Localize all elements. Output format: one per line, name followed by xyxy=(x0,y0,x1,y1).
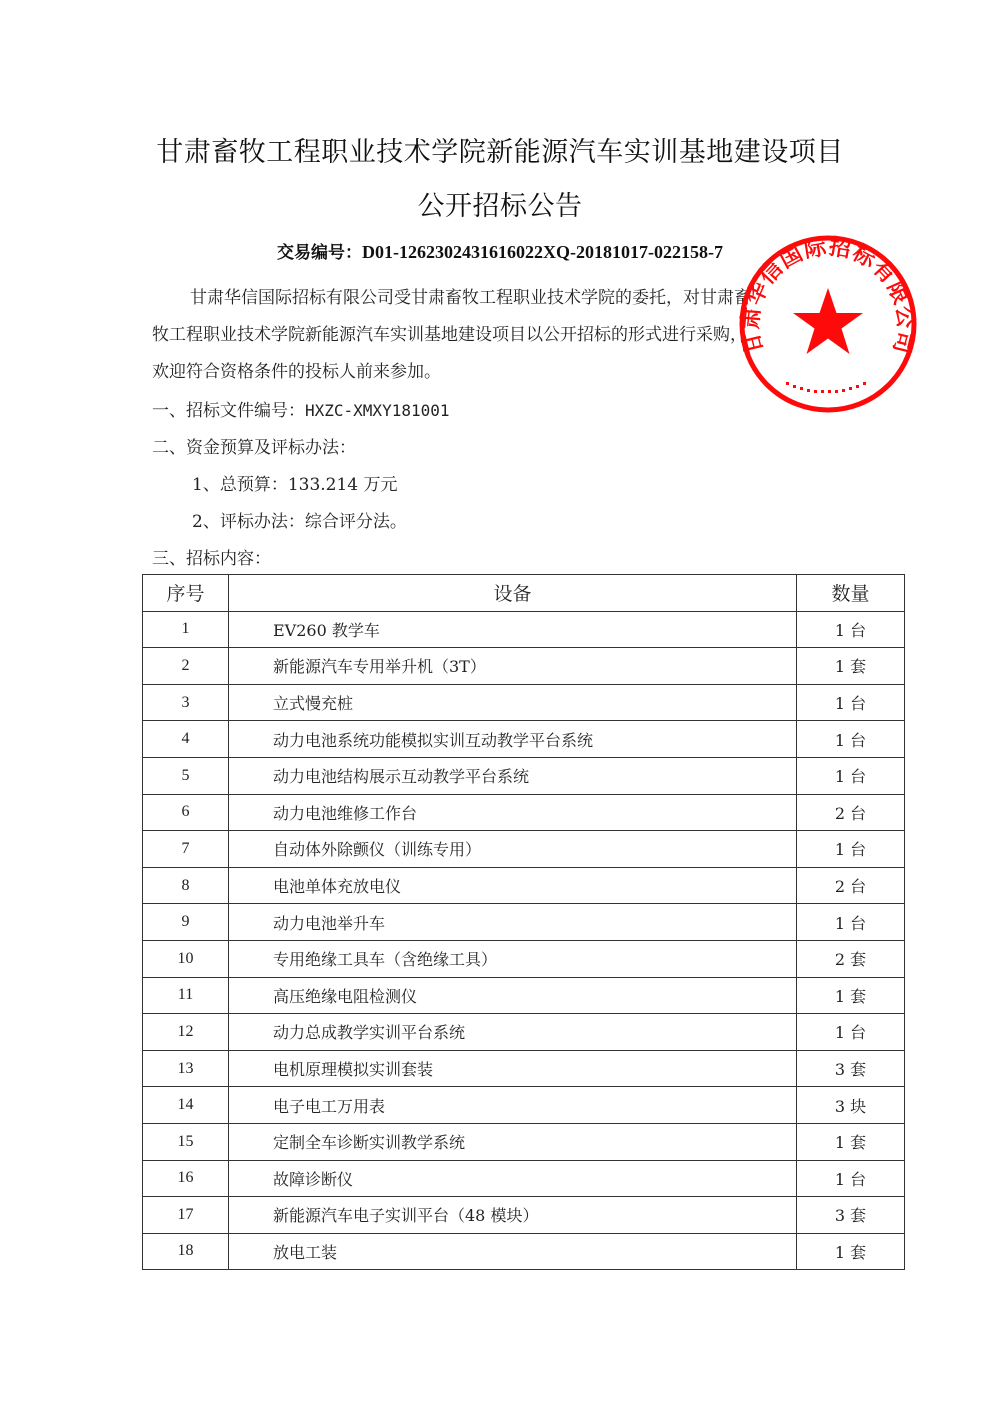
tender-doc-number: HXZC-XMXY181001 xyxy=(305,401,450,420)
row-number: 15 xyxy=(143,1123,229,1160)
equipment-quantity: 3 块 xyxy=(797,1087,905,1124)
equipment-quantity: 1 套 xyxy=(797,1123,905,1160)
equipment-name: 动力电池维修工作台 xyxy=(229,794,797,831)
equipment-quantity: 1 台 xyxy=(797,611,905,648)
row-number: 6 xyxy=(143,794,229,831)
equipment-quantity: 1 台 xyxy=(797,721,905,758)
equipment-name: 动力电池结构展示互动教学平台系统 xyxy=(229,757,797,794)
equipment-quantity: 1 台 xyxy=(797,1014,905,1051)
row-number: 14 xyxy=(143,1087,229,1124)
row-number: 7 xyxy=(143,831,229,868)
row-number: 16 xyxy=(143,1160,229,1197)
equipment-quantity: 1 台 xyxy=(797,757,905,794)
row-number: 1 xyxy=(143,611,229,648)
equipment-table xyxy=(142,574,905,1270)
equipment-quantity: 1 台 xyxy=(797,904,905,941)
section-heading: 三、招标内容： xyxy=(152,549,271,569)
intro-line: 牧工程职业技术学院新能源汽车实训基地建设项目以公开招标的形式进行采购， xyxy=(152,325,747,345)
seal-text: 甘肃华信国际招标有限公司 xyxy=(738,234,918,357)
equipment-name: 电机原理模拟实训套装 xyxy=(229,1050,797,1087)
column-header-no: 序号 xyxy=(143,575,229,612)
equipment-name: 定制全车诊断实训教学系统 xyxy=(229,1123,797,1160)
table-row xyxy=(143,794,905,831)
equipment-name: 电池单体充放电仪 xyxy=(229,867,797,904)
table-row xyxy=(143,757,905,794)
section-tender-doc-number xyxy=(152,396,450,421)
equipment-name: 电子电工万用表 xyxy=(229,1087,797,1124)
table-row xyxy=(143,1160,905,1197)
equipment-name: 动力总成教学实训平台系统 xyxy=(229,1014,797,1051)
equipment-name: 高压绝缘电阻检测仪 xyxy=(229,977,797,1014)
section-heading: 二、资金预算及评标办法： xyxy=(152,438,356,458)
row-number: 8 xyxy=(143,867,229,904)
equipment-name: 动力电池举升车 xyxy=(229,904,797,941)
equipment-name: 新能源汽车专用举升机（3T） xyxy=(229,648,797,685)
equipment-name: 立式慢充桩 xyxy=(229,684,797,721)
equipment-quantity: 1 台 xyxy=(797,684,905,721)
row-number: 12 xyxy=(143,1014,229,1051)
table-row xyxy=(143,1050,905,1087)
table-row xyxy=(143,1233,905,1270)
row-number: 18 xyxy=(143,1233,229,1270)
table-row xyxy=(143,611,905,648)
section-budget-heading xyxy=(152,433,356,458)
row-number: 13 xyxy=(143,1050,229,1087)
equipment-quantity: 2 套 xyxy=(797,940,905,977)
table-row xyxy=(143,831,905,868)
equipment-quantity: 2 台 xyxy=(797,867,905,904)
trade-number xyxy=(0,238,1000,263)
table-row xyxy=(143,1014,905,1051)
intro-paragraph xyxy=(152,280,852,391)
equipment-quantity: 1 套 xyxy=(797,648,905,685)
row-number: 17 xyxy=(143,1197,229,1234)
equipment-name: 专用绝缘工具车（含绝缘工具） xyxy=(229,940,797,977)
trade-number-value: D01-1262302431616022XQ-20181017-022158-7 xyxy=(362,242,723,262)
table-header-row xyxy=(143,575,905,612)
column-header-equipment: 设备 xyxy=(229,575,797,612)
table-row xyxy=(143,904,905,941)
evaluation-method: 2、评标办法：综合评分法。 xyxy=(192,512,407,532)
row-number: 5 xyxy=(143,757,229,794)
equipment-quantity: 1 台 xyxy=(797,1160,905,1197)
equipment-name: 放电工装 xyxy=(229,1233,797,1270)
table-row xyxy=(143,1197,905,1234)
section-heading: 一、招标文件编号： xyxy=(152,401,305,421)
row-number: 9 xyxy=(143,904,229,941)
table-row xyxy=(143,648,905,685)
equipment-name: EV260 教学车 xyxy=(229,611,797,648)
equipment-name: 新能源汽车电子实训平台（48 模块） xyxy=(229,1197,797,1234)
table-row xyxy=(143,1087,905,1124)
table-row xyxy=(143,977,905,1014)
trade-number-label: 交易编号： xyxy=(277,243,362,263)
row-number: 2 xyxy=(143,648,229,685)
budget-total: 1、总预算：133.214 万元 xyxy=(192,475,398,495)
column-header-quantity: 数量 xyxy=(797,575,905,612)
table-row xyxy=(143,721,905,758)
section-content-heading xyxy=(152,544,271,569)
equipment-quantity: 3 套 xyxy=(797,1197,905,1234)
equipment-quantity: 3 套 xyxy=(797,1050,905,1087)
row-number: 11 xyxy=(143,977,229,1014)
table-row xyxy=(143,684,905,721)
equipment-name: 故障诊断仪 xyxy=(229,1160,797,1197)
equipment-quantity: 1 台 xyxy=(797,831,905,868)
equipment-quantity: 2 台 xyxy=(797,794,905,831)
table-row xyxy=(143,867,905,904)
document-title-line1: 甘肃畜牧工程职业技术学院新能源汽车实训基地建设项目 xyxy=(156,137,844,168)
intro-line: 甘肃华信国际招标有限公司受甘肃畜牧工程职业技术学院的委托，对甘肃畜 xyxy=(190,288,751,308)
table-row xyxy=(143,940,905,977)
document-title-line2: 公开招标公告 xyxy=(417,191,583,222)
intro-line: 欢迎符合资格条件的投标人前来参加。 xyxy=(152,362,441,382)
equipment-name: 自动体外除颤仪（训练专用） xyxy=(229,831,797,868)
table-row xyxy=(143,1123,905,1160)
equipment-quantity: 1 套 xyxy=(797,977,905,1014)
row-number: 4 xyxy=(143,721,229,758)
row-number: 3 xyxy=(143,684,229,721)
equipment-quantity: 1 套 xyxy=(797,1233,905,1270)
row-number: 10 xyxy=(143,940,229,977)
equipment-name: 动力电池系统功能模拟实训互动教学平台系统 xyxy=(229,721,797,758)
